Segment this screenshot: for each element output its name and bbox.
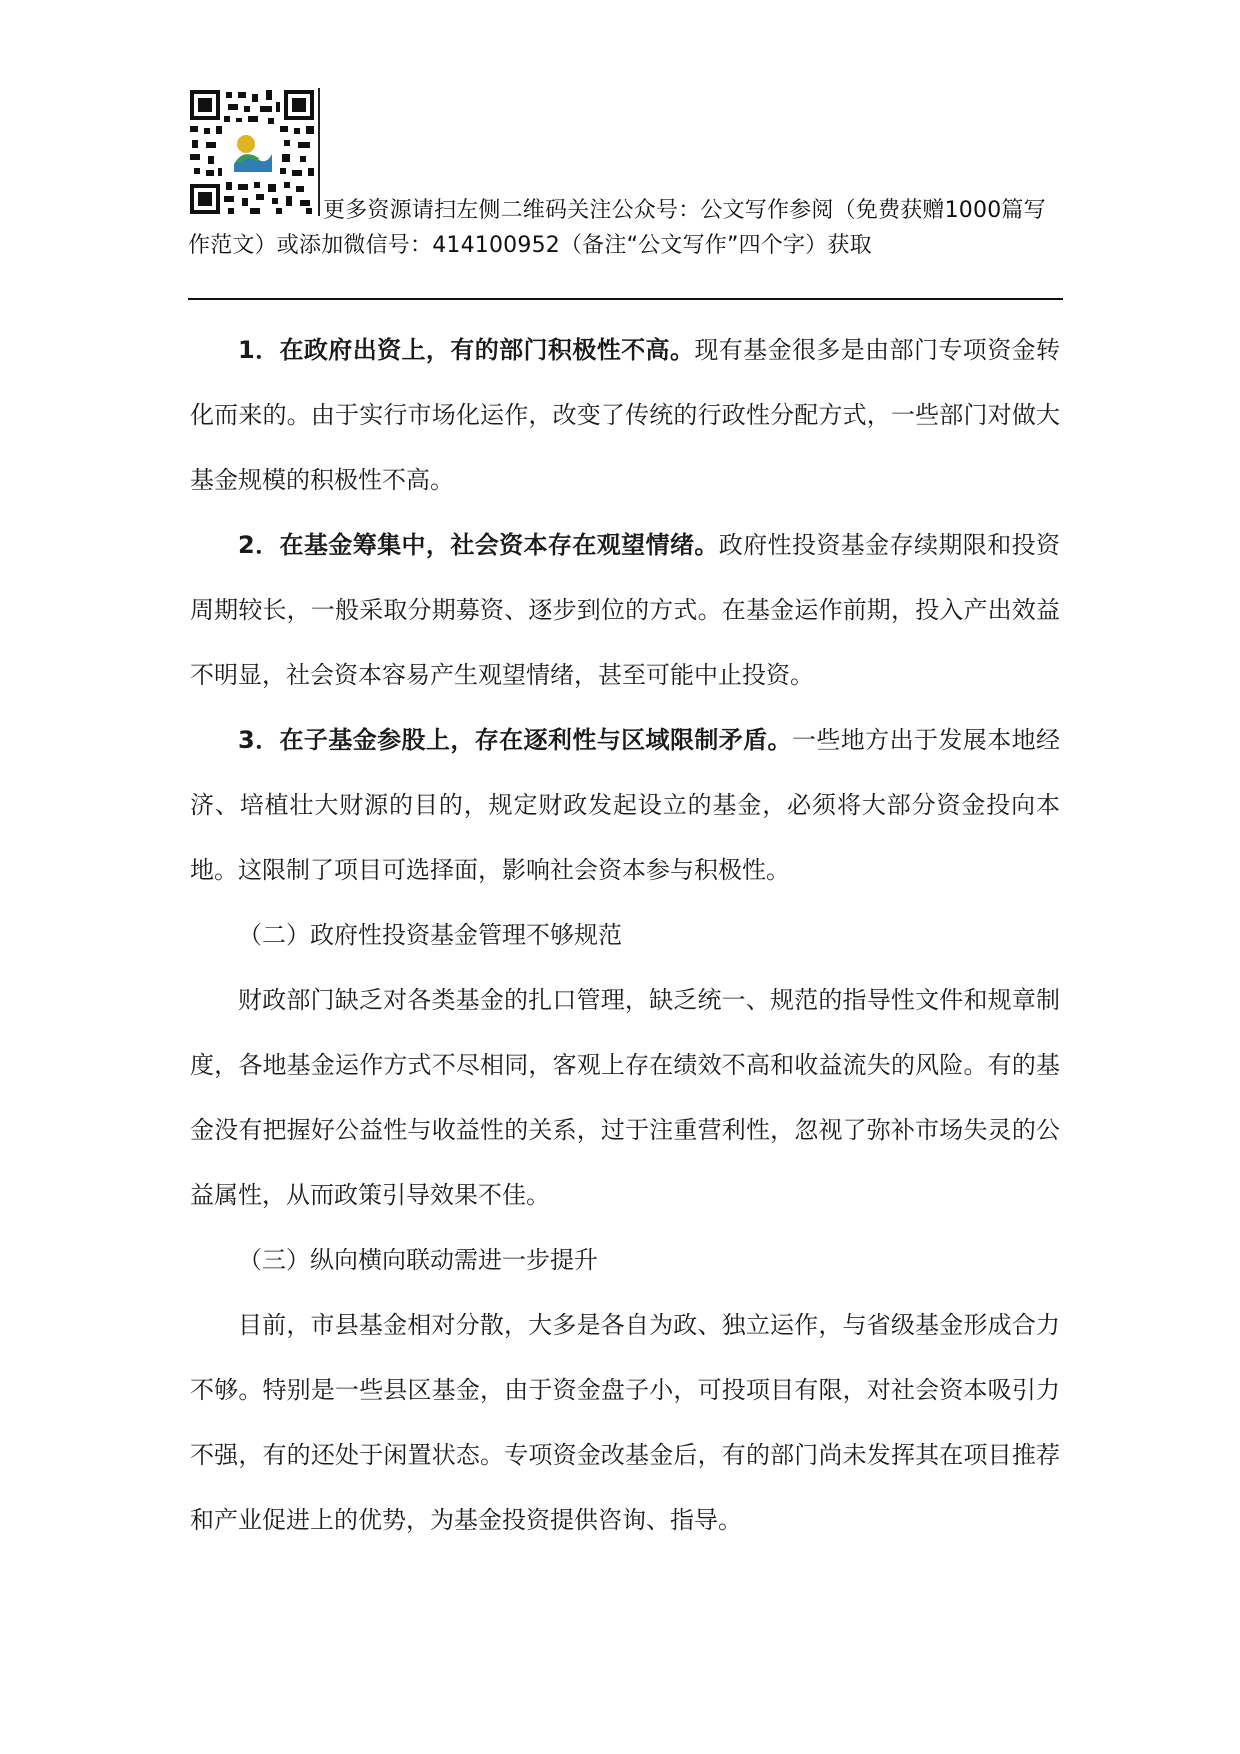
paragraph-text: 目前，市县基金相对分散，大多是各自为政、独立运作，与省级基金形成合力不够。特别是一些县区基金，由于资金盘子小，可投项目有限，对社会资本吸引力不强，有的还处于闲置状态。专项资金改基金后，有的部门尚未发挥其在项目推荐和产业促进上的优势，为基金投资提供咨询、指导。	[190, 1311, 1060, 1534]
paragraph-lead: 3．在子基金参股上，存在逐利性与区域限制矛盾。	[238, 726, 792, 754]
paragraph-lead: 2．在基金筹集中，社会资本存在观望情绪。	[238, 531, 719, 559]
header-rule	[188, 298, 1063, 300]
paragraph-body: 现有基金很多是由部门专项资金转化而来的。由于实行市场化运作，改变了传统的行政性分配方式，一些部门对做大基金规模的积极性不高。	[190, 336, 1060, 494]
paragraph-body: 政府性投资基金存续期限和投资周期较长，一般采取分期募资、逐步到位的方式。在基金运作前期，投入产出效益不明显，社会资本容易产生观望情绪，甚至可能中止投资。	[190, 531, 1061, 689]
header-note: 更多资源请扫左侧二维码关注公众号：公文写作参阅（免费获赠1000篇写作范文）或添加微信号：414100952（备注“公文写作”四个字）获取	[188, 198, 1046, 258]
paragraph-text: 财政部门缺乏对各类基金的扎口管理，缺乏统一、规范的指导性文件和规章制度，各地基金运作方式不尽相同，客观上存在绩效不高和收益流失的风险。有的基金没有把握好公益性与收益性的关系，过于注重营利性，忽视了弥补市场失灵的公益属性，从而政策引导效果不佳。	[190, 986, 1060, 1209]
section-heading-3: （三）纵向横向联动需进一步提升	[238, 1246, 598, 1274]
document-body	[190, 318, 1060, 1553]
paragraph-point-1	[190, 318, 1060, 513]
section-heading-2: （二）政府性投资基金管理不够规范	[238, 921, 622, 949]
paragraph-lead: 1．在政府出资上，有的部门积极性不高。	[238, 336, 695, 364]
paragraph-point-3	[190, 708, 1060, 903]
paragraph-body: 一些地方出于发展本地经济、培植壮大财源的目的，规定财政发起设立的基金，必须将大部分资金投向本地。这限制了项目可选择面，影响社会资本参与积极性。	[190, 726, 1060, 884]
paragraph-point-2	[190, 513, 1060, 708]
